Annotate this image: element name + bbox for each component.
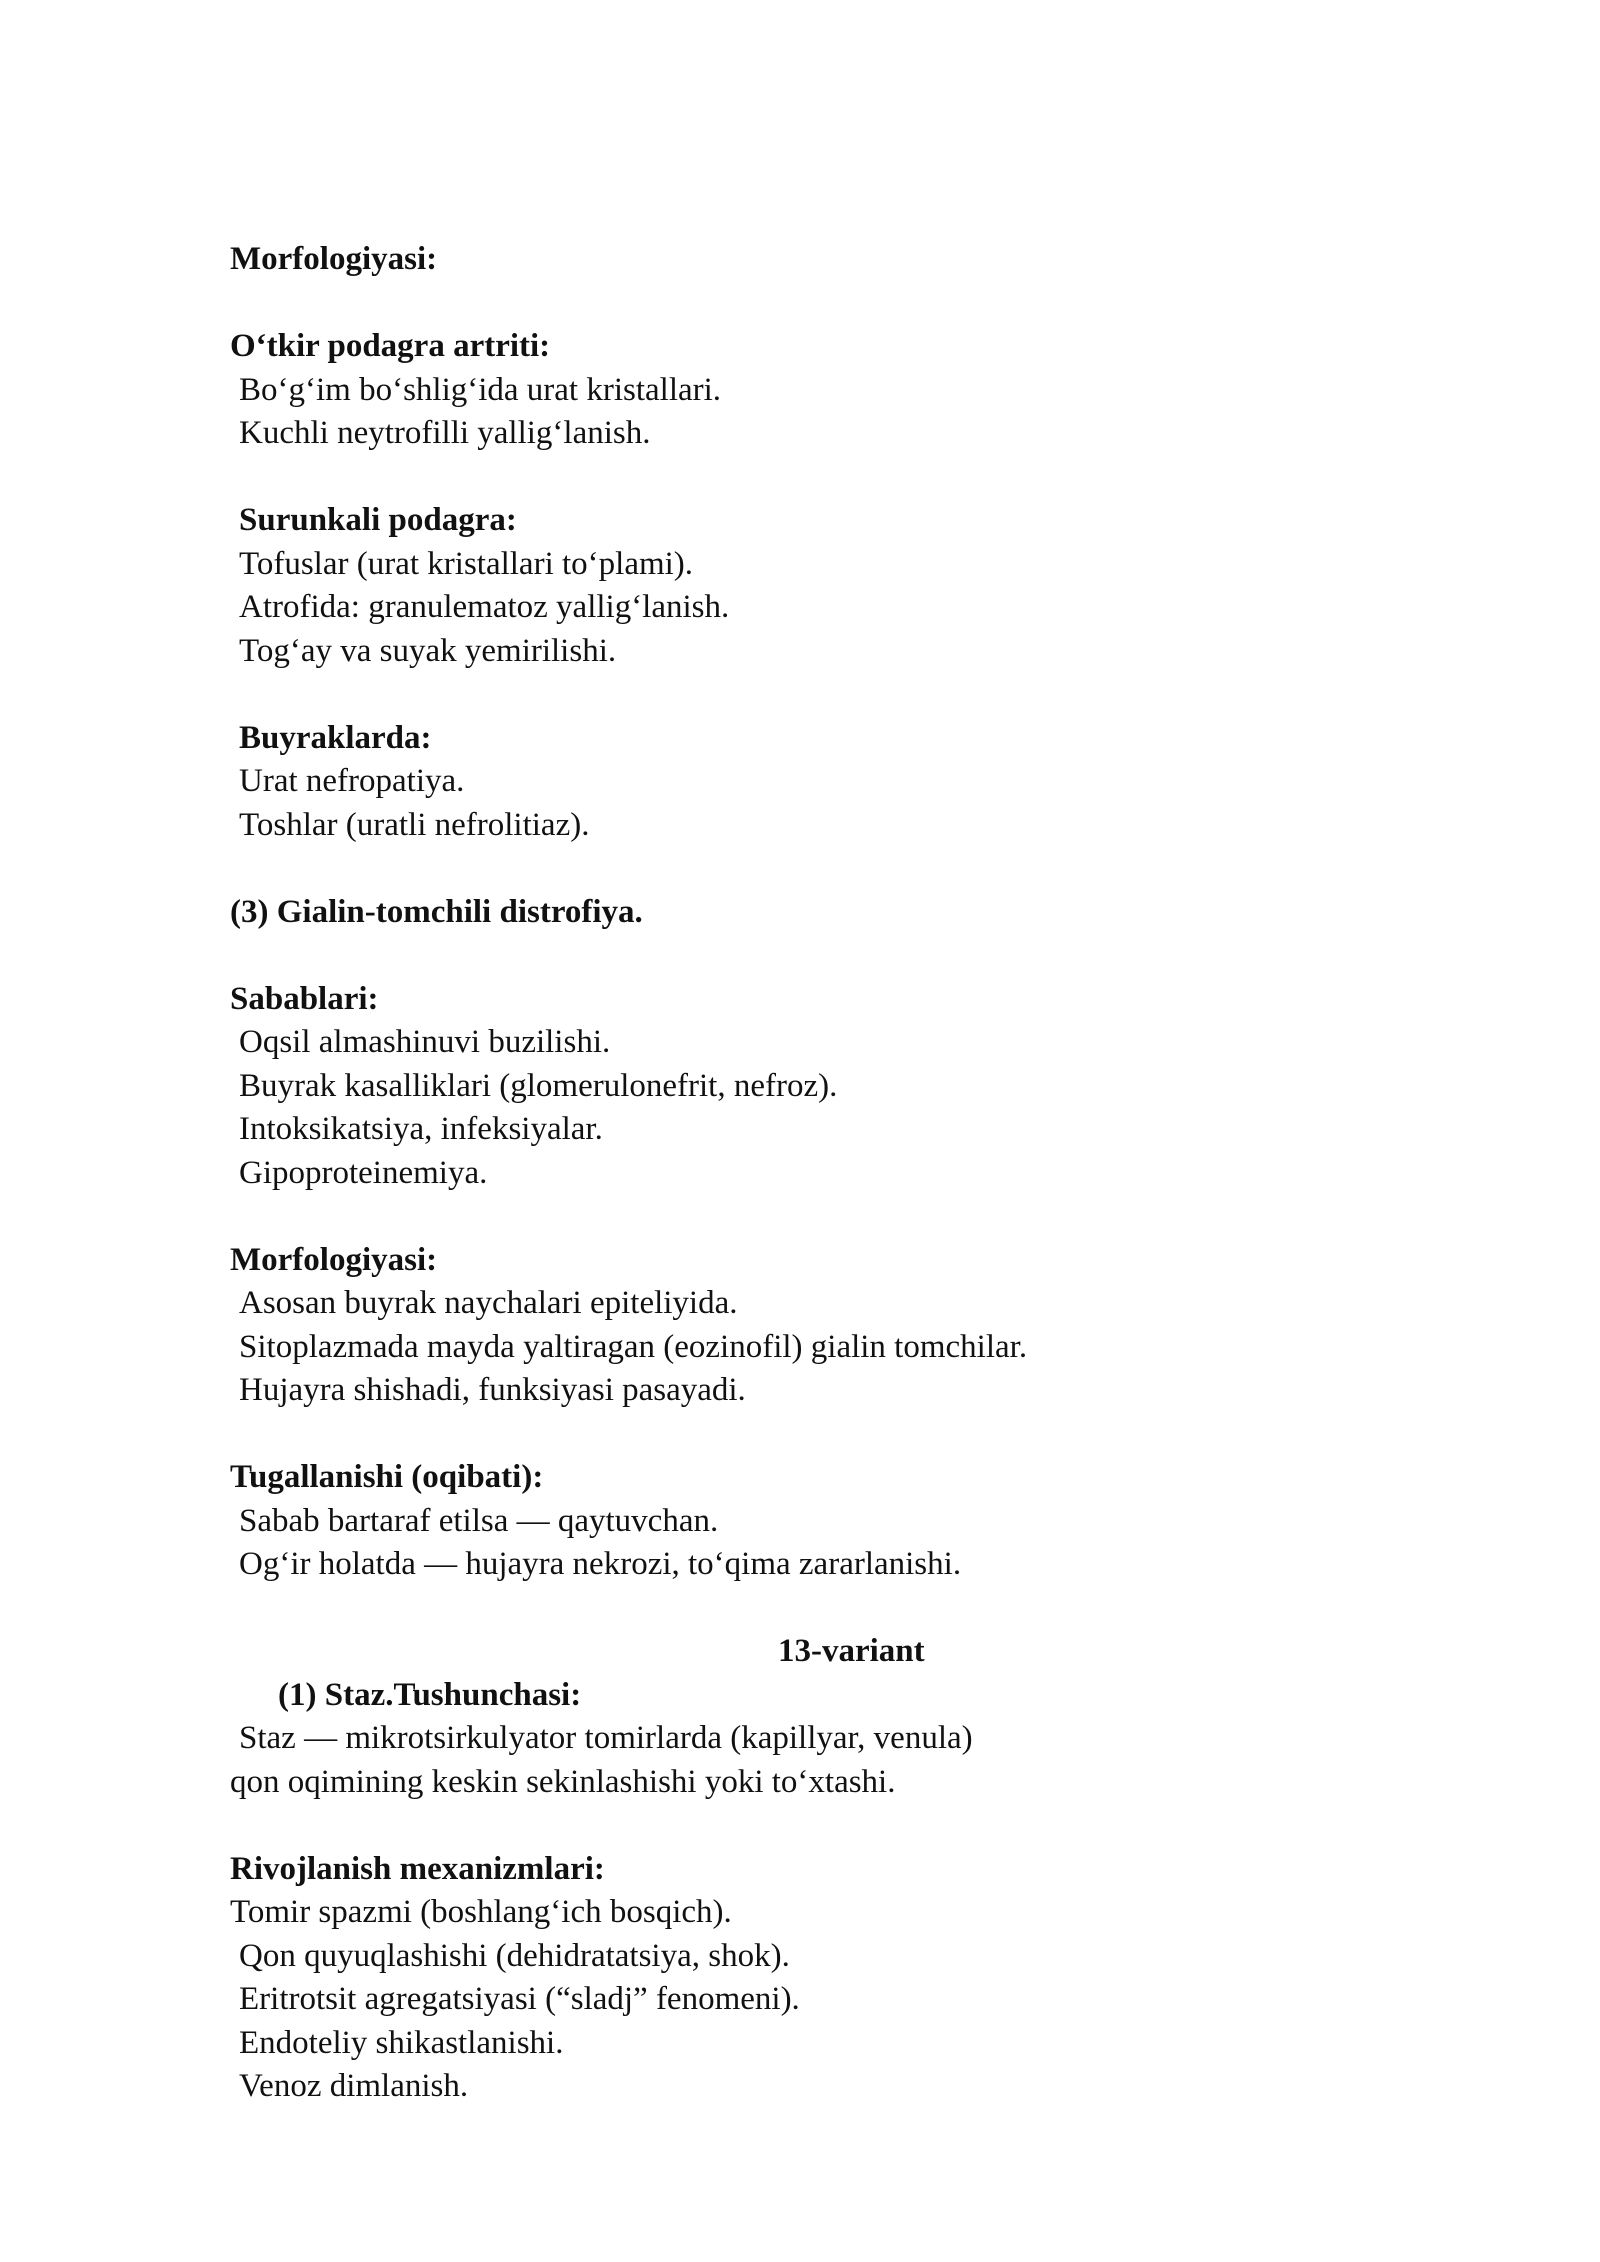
blank-line bbox=[230, 1195, 1430, 1239]
section-heading: Rivojlanish mexanizmlari: bbox=[230, 1850, 605, 1887]
section-heading: (1) Staz.Tushunchasi: bbox=[278, 1676, 582, 1713]
blank-line bbox=[230, 1413, 1430, 1457]
variant-title: 13-variant bbox=[778, 1633, 925, 1669]
text-line: Staz — mikrotsirkulyator tomirlarda (kapillyar, venula) bbox=[239, 1720, 973, 1756]
text-line: Buyrak kasalliklari (glomerulonefrit, nefroz). bbox=[239, 1067, 838, 1104]
section-heading: Sabablari: bbox=[230, 980, 379, 1017]
text-line: Tog‘ay va suyak yemirilishi. bbox=[239, 632, 617, 669]
blank-line bbox=[230, 1587, 1430, 1631]
section-heading: Surunkali podagra: bbox=[239, 502, 517, 538]
section-heading: (3) Gialin-tomchili distrofiya. bbox=[230, 893, 643, 930]
text-line: Oqsil almashinuvi buzilishi. bbox=[239, 1024, 611, 1060]
document-body bbox=[230, 238, 1430, 2109]
text-line: Toshlar (uratli nefrolitiaz). bbox=[239, 806, 590, 843]
text-line: Endoteliy shikastlanishi. bbox=[239, 2024, 564, 2061]
text-line: Bo‘g‘im bo‘shlig‘ida urat kristallari. bbox=[239, 371, 722, 408]
text-line: Og‘ir holatda — hujayra nekrozi, to‘qima zararlanishi. bbox=[239, 1546, 962, 1582]
section-heading: Tugallanishi (oqibati): bbox=[230, 1459, 544, 1495]
section-heading: Morfologiyasi: bbox=[230, 241, 438, 277]
text-line: Atrofida: granulematoz yallig‘lanish. bbox=[239, 589, 730, 625]
text-line: Tofuslar (urat kristallari to‘plami). bbox=[239, 545, 694, 582]
text-line: Sitoplazmada mayda yaltiragan (eozinofil) gialin tomchilar. bbox=[239, 1328, 1028, 1365]
text-line: Intoksikatsiya, infeksiyalar. bbox=[239, 1111, 603, 1147]
text-line: Urat nefropatiya. bbox=[239, 763, 465, 799]
text-line: Sabab bartaraf etilsa — qaytuvchan. bbox=[239, 1502, 719, 1539]
text-line: Venoz dimlanish. bbox=[239, 2068, 469, 2104]
text-line: Gipoproteinemiya. bbox=[239, 1154, 488, 1191]
section-heading: Buyraklarda: bbox=[239, 719, 432, 756]
text-line: Hujayra shishadi, funksiyasi pasayadi. bbox=[239, 1372, 746, 1408]
text-line: Tomir spazmi (boshlang‘ich bosqich). bbox=[230, 1894, 732, 1930]
section-heading: Morfologiyasi: bbox=[230, 1241, 438, 1278]
text-line: Asosan buyrak naychalari epiteliyida. bbox=[239, 1285, 738, 1321]
blank-line bbox=[230, 847, 1430, 891]
blank-line bbox=[230, 282, 1430, 326]
text-line: Qon quyuqlashishi (dehidratatsiya, shok). bbox=[239, 1937, 790, 1974]
blank-line bbox=[230, 456, 1430, 500]
section-heading: O‘tkir podagra artriti: bbox=[230, 328, 551, 364]
blank-line bbox=[230, 934, 1430, 978]
text-line: Kuchli neytrofilli yallig‘lanish. bbox=[239, 415, 651, 451]
blank-line bbox=[230, 1804, 1430, 1848]
text-line: Eritrotsit agregatsiyasi (“sladj” fenomeni). bbox=[239, 1981, 800, 2017]
text-line: qon oqimining keskin sekinlashishi yoki to‘xtashi. bbox=[230, 1763, 896, 1800]
blank-line bbox=[230, 673, 1430, 717]
